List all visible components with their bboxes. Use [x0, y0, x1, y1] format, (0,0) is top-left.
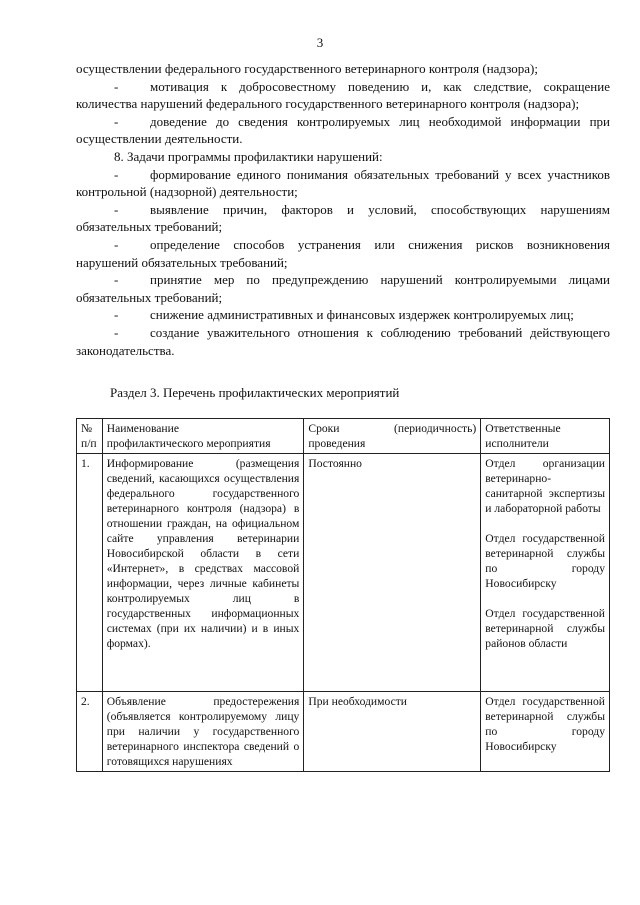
header-line: №: [81, 422, 93, 435]
page-number: 3: [316, 35, 324, 50]
bullet-dash: -: [114, 113, 119, 129]
bullet-dash: -: [114, 324, 119, 340]
bullet-item: [76, 166, 610, 201]
bullet-text: создание уважительного отношения к соблюдению требований действующего законодательства.: [76, 324, 610, 358]
bullet-text: определение способов устранения или снижения рисков возникновения нарушений обязательных требований;: [76, 236, 610, 270]
responsible-unit: Отдел государственной ветеринарной службы по городу Новосибирску: [485, 532, 605, 590]
header-line: Сроки (периодичность): [308, 422, 477, 435]
table-header-row: [77, 419, 610, 454]
bullet-dash: -: [114, 201, 119, 217]
header-line: Ответственные: [485, 422, 561, 435]
body-paragraph: 8. Задачи программы профилактики нарушений:: [114, 148, 383, 164]
header-line: Наименование: [106, 422, 179, 435]
bullet-text: снижение административных и финансовых издержек контролируемых лиц;: [150, 307, 574, 323]
bullet-item: [76, 306, 610, 324]
cell-number: 1.: [77, 454, 103, 692]
bullet-dash: -: [114, 272, 119, 288]
bullet-dash: -: [114, 307, 119, 323]
bullet-text: доведение до сведения контролируемых лиц необходимой информации при осуществлении деятельности.: [76, 113, 610, 147]
header-cell-number: [77, 419, 103, 454]
header-line: профилактического мероприятия: [106, 437, 271, 450]
table-row: [77, 692, 610, 772]
header-line: п/п: [81, 437, 97, 450]
bullet-dash: -: [114, 236, 119, 252]
bullet-dash: -: [114, 166, 119, 182]
bullet-text: мотивация к добросовестному поведению и, как следствие, сокращение количества нарушений федерального государственного ветеринарного контроля (надзора);: [76, 78, 610, 112]
bullet-text: выявление причин, факторов и условий, способствующих нарушениям обязательных требований;: [76, 201, 610, 235]
cell-term: При необходимости: [304, 692, 481, 772]
responsible-unit: Отдел государственной ветеринарной службы по городу Новосибирску: [485, 695, 605, 753]
header-cell-term: [304, 419, 481, 454]
bullet-item: [76, 271, 610, 306]
bullet-item: [76, 78, 610, 113]
bullet-item: [76, 201, 610, 236]
bullet-text: формирование единого понимания обязательных требований у всех участников контрольной (надзорной) деятельности;: [76, 166, 610, 200]
cell-term: Постоянно: [304, 454, 481, 692]
header-line: проведения: [308, 437, 366, 450]
bullet-text: принятие мер по предупреждению нарушений контролируемыми лицами обязательных требований;: [76, 272, 610, 305]
body-paragraph: осуществлении федерального государственного ветеринарного контроля (надзора);: [76, 61, 538, 76]
bullet-dash: -: [114, 78, 119, 94]
header-line: исполнители: [485, 437, 549, 450]
cell-name: Объявление предостережения (объявляется контролируемому лицу при наличии у государственного ветеринарного инспектора сведений о готовящихся нарушениях: [102, 692, 304, 772]
cell-responsible: [481, 692, 610, 772]
body-text: [76, 60, 610, 359]
responsible-unit: Отдел государственной ветеринарной службы районов области: [485, 607, 605, 650]
table-row: [77, 454, 610, 692]
bullet-item: [76, 113, 610, 148]
header-cell-responsible: [481, 419, 610, 454]
cell-name: Информирование (размещения сведений, касающихся осуществления федерального государственного ветеринарного контроля (надзора) в отношении граждан, на официальном сайте управления ветеринарии Новосибирской области в сети «Интернет», в средствах массовой информации, через личные кабинеты контролируемых лиц в государственных информационных системах (при их наличии) и в иных формах).: [102, 454, 304, 692]
header-cell-name: [102, 419, 304, 454]
cell-number: 2.: [77, 692, 103, 772]
bullet-item: [76, 236, 610, 271]
events-table: [76, 418, 610, 772]
cell-responsible: [481, 454, 610, 692]
responsible-unit: Отдел организации ветеринарно-санитарной экспертизы и лабораторной работы: [485, 457, 605, 515]
bullet-item: [76, 324, 610, 359]
section-heading: Раздел 3. Перечень профилактических мероприятий: [110, 385, 400, 400]
